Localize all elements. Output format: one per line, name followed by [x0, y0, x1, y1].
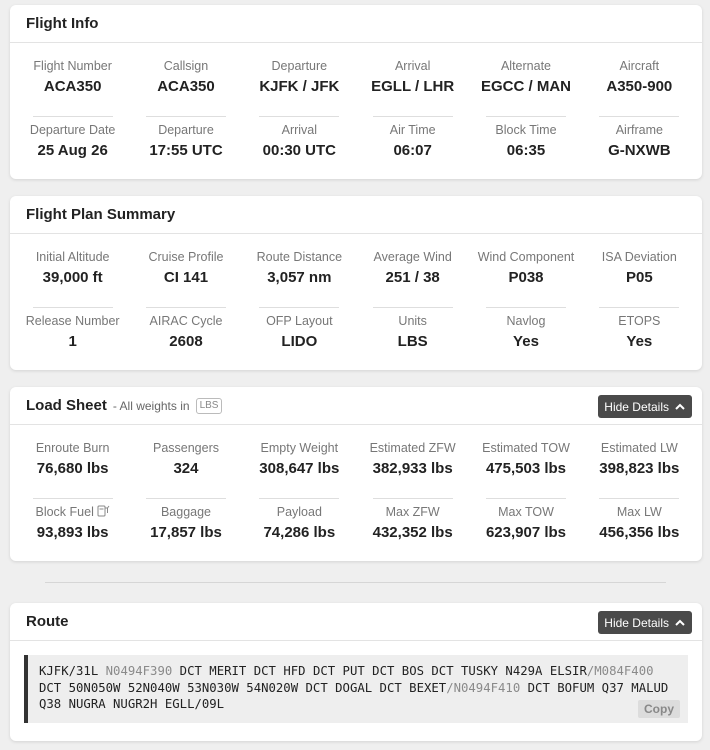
stat-value: 432,352 lbs — [372, 524, 453, 541]
stat-label-text: Payload — [276, 505, 322, 519]
stat-value: 382,933 lbs — [372, 460, 453, 477]
stat-label-text: Air Time — [389, 123, 436, 137]
stat-value: 3,057 nm — [267, 269, 332, 286]
stat-value: 25 Aug 26 — [37, 142, 108, 159]
flight-info-title: Flight Info — [26, 15, 99, 32]
stat-value: 17,857 lbs — [150, 524, 222, 541]
stat-baggage — [129, 499, 242, 563]
stat-value: P05 — [625, 269, 653, 286]
stat-value: 74,286 lbs — [263, 524, 336, 541]
stat-block-fuel — [16, 499, 129, 563]
route-segment: KJFK/31L — [39, 664, 106, 678]
route-card — [10, 603, 702, 741]
stat-value: 39,000 ft — [42, 269, 103, 286]
stat-label — [583, 121, 696, 139]
stat-label — [356, 503, 469, 521]
stat-label-text: Arrival — [281, 123, 318, 137]
stat-label-text: Route Distance — [256, 250, 343, 264]
stat-label — [583, 248, 696, 266]
route-title: Route — [26, 613, 69, 630]
stat-departure — [129, 117, 242, 181]
stat-label-text: Cruise Profile — [148, 250, 224, 264]
stat-passengers — [129, 435, 242, 499]
stat-route-distance — [243, 244, 356, 308]
stat-label — [129, 121, 242, 139]
load-sheet-header — [10, 387, 702, 425]
stat-label-text: Max ZFW — [385, 505, 440, 519]
chevron-up-icon — [674, 401, 686, 413]
route-speed-level: /M084F400 — [586, 664, 654, 678]
stat-label-text: Max TOW — [498, 505, 554, 519]
stat-label — [243, 57, 356, 75]
stat-label-text: Alternate — [500, 59, 551, 73]
stat-value: Yes — [626, 333, 653, 350]
stat-label — [16, 121, 129, 139]
stat-estimated-tow — [469, 435, 582, 499]
stat-label — [469, 121, 582, 139]
stat-units — [356, 308, 469, 372]
stat-label — [16, 248, 129, 266]
stat-label — [356, 57, 469, 75]
stat-label — [356, 121, 469, 139]
stat-label — [16, 439, 129, 457]
stat-label-text: Enroute Burn — [35, 441, 110, 455]
stat-estimated-zfw — [356, 435, 469, 499]
load-sheet-grid — [10, 425, 702, 563]
route-segment: DCT 50N050W 52N040W 53N030W 54N020W DCT DOGAL DCT BEXET — [39, 680, 447, 695]
stat-wind-component — [469, 244, 582, 308]
flight-info-grid — [10, 43, 702, 181]
stat-departure-date — [16, 117, 129, 181]
stat-value: LIDO — [281, 333, 318, 350]
stat-value: 76,680 lbs — [36, 460, 109, 477]
stat-label — [243, 439, 356, 457]
route-segment: DCT MERIT DCT HFD DCT PUT DCT BOS DCT TUSKY N429A ELSIR — [172, 664, 587, 678]
stat-value: EGLL / LHR — [371, 78, 455, 95]
chevron-up-icon — [674, 617, 686, 629]
stat-label — [129, 248, 242, 266]
flight-plan-summary-grid — [10, 234, 702, 372]
stat-label-text: Passengers — [152, 441, 219, 455]
stat-label — [583, 503, 696, 521]
stat-etops — [583, 308, 696, 372]
fuel-pump-icon — [97, 505, 110, 517]
stat-label-text: Block Time — [495, 123, 557, 137]
stat-value: 06:35 — [506, 142, 546, 159]
stat-value: KJFK / JFK — [259, 78, 340, 95]
stat-label — [583, 439, 696, 457]
stat-label — [129, 57, 242, 75]
stat-release-number — [16, 308, 129, 372]
stat-label — [356, 312, 469, 330]
route-speed-level: /N0494F410 — [446, 680, 521, 695]
stat-value: G-NXWB — [608, 142, 671, 159]
route-hide-details-button[interactable] — [598, 611, 692, 634]
stat-cruise-profile — [129, 244, 242, 308]
route-header — [10, 603, 702, 641]
unit-badge: LBS — [196, 398, 223, 414]
stat-value: 00:30 UTC — [262, 142, 336, 159]
stat-label — [243, 248, 356, 266]
stat-label — [469, 312, 582, 330]
stat-max-tow — [469, 499, 582, 563]
stat-estimated-lw — [583, 435, 696, 499]
stat-label-text: Initial Altitude — [35, 250, 110, 264]
stat-value: 251 / 38 — [385, 269, 440, 286]
stat-average-wind — [356, 244, 469, 308]
stat-label-text: Units — [398, 314, 427, 328]
stat-value: 475,503 lbs — [485, 460, 567, 477]
stat-arrival — [243, 117, 356, 181]
stat-label — [243, 503, 356, 521]
stat-label — [469, 248, 582, 266]
stat-label-text: Baggage — [160, 505, 212, 519]
stat-value: P038 — [508, 269, 544, 286]
hide-details-label: Hide Details — [604, 399, 669, 414]
stat-arrival — [356, 53, 469, 117]
stat-max-lw — [583, 499, 696, 563]
stat-label — [469, 57, 582, 75]
stat-label — [129, 503, 242, 521]
stat-empty-weight — [243, 435, 356, 499]
stat-label — [16, 503, 129, 521]
stat-callsign — [129, 53, 242, 117]
stat-label — [16, 312, 129, 330]
stat-initial-altitude — [16, 244, 129, 308]
stat-label-text: AIRAC Cycle — [149, 314, 223, 328]
flight-plan-summary-header — [10, 196, 702, 234]
stat-label — [129, 312, 242, 330]
stat-label — [356, 439, 469, 457]
stat-enroute-burn — [16, 435, 129, 499]
flight-plan-summary-card — [10, 196, 702, 370]
stat-value: 308,647 lbs — [259, 460, 340, 477]
stat-label-text: ISA Deviation — [601, 250, 677, 264]
load-sheet-hide-details-button[interactable] — [598, 395, 692, 418]
stat-label-text: ETOPS — [618, 314, 661, 328]
stat-label-text: Callsign — [163, 59, 209, 73]
hide-details-label: Hide Details — [604, 615, 669, 630]
stat-label — [129, 439, 242, 457]
stat-value: 1 — [68, 333, 77, 350]
stat-label-text: Estimated LW — [600, 441, 678, 455]
load-sheet-subtitle-text: - All weights in — [112, 398, 190, 413]
stat-label-text: Max LW — [616, 505, 662, 519]
stat-label-text: Wind Component — [477, 250, 575, 264]
load-sheet-subtitle — [113, 398, 223, 414]
stat-value: ACA350 — [157, 78, 215, 95]
stat-label-text: Average Wind — [373, 250, 452, 264]
stat-label-text: Release Number — [25, 314, 120, 328]
flight-info-card — [10, 5, 702, 179]
stat-value: 17:55 UTC — [149, 142, 223, 159]
stat-label-text: Airframe — [615, 123, 663, 137]
stat-value: 2608 — [169, 333, 203, 350]
stat-label-text: Departure Date — [29, 123, 116, 137]
stat-value: EGCC / MAN — [480, 78, 571, 95]
route-segment: DCT BOFUM Q37 MALUD Q38 NUGRA NUGR2H EGLL/09L — [39, 680, 669, 711]
stat-label-text: Departure — [271, 59, 328, 73]
stat-value: 93,893 lbs — [36, 524, 109, 541]
stat-label — [583, 57, 696, 75]
route-speed-level: N0494F390 — [105, 664, 173, 678]
stat-flight-number — [16, 53, 129, 117]
stat-label-text: Navlog — [506, 314, 546, 328]
stat-value: 623,907 lbs — [485, 524, 567, 541]
stat-label — [583, 312, 696, 330]
stat-value: 06:07 — [393, 142, 432, 159]
stat-value: 456,356 lbs — [599, 524, 680, 541]
stat-max-zfw — [356, 499, 469, 563]
flight-info-header — [10, 5, 702, 43]
section-divider — [45, 582, 666, 583]
stat-label-text: Block Fuel — [35, 505, 94, 519]
stat-label — [356, 248, 469, 266]
stat-value: CI 141 — [163, 269, 209, 286]
stat-label-text: Arrival — [394, 59, 431, 73]
stat-label — [243, 121, 356, 139]
stat-airframe — [583, 117, 696, 181]
stat-block-time — [469, 117, 582, 181]
stat-value: Yes — [513, 333, 539, 350]
stat-label-text: Estimated ZFW — [369, 441, 456, 455]
stat-payload — [243, 499, 356, 563]
stat-navlog — [469, 308, 582, 372]
route-string-box[interactable] — [24, 655, 688, 723]
stat-label — [16, 57, 129, 75]
load-sheet-title: Load Sheet — [26, 397, 107, 414]
stat-aircraft — [583, 53, 696, 117]
stat-label-text: Empty Weight — [260, 441, 339, 455]
stat-value: 324 — [173, 460, 199, 477]
stat-label — [469, 439, 582, 457]
stat-label-text: Departure — [158, 123, 214, 137]
stat-value: 398,823 lbs — [599, 460, 680, 477]
stat-value: LBS — [397, 333, 428, 350]
stat-air-time — [356, 117, 469, 181]
stat-value: ACA350 — [43, 78, 102, 95]
stat-label-text: Estimated TOW — [482, 441, 570, 455]
stat-label — [243, 312, 356, 330]
stat-value: A350-900 — [606, 78, 673, 95]
stat-ofp-layout — [243, 308, 356, 372]
stat-isa-deviation — [583, 244, 696, 308]
stat-label-text: Aircraft — [619, 59, 660, 73]
copy-button[interactable]: Copy — [638, 700, 680, 719]
flight-plan-summary-title: Flight Plan Summary — [26, 206, 176, 223]
load-sheet-card — [10, 387, 702, 561]
stat-label — [469, 503, 582, 521]
stat-airac-cycle — [129, 308, 242, 372]
stat-label-text: Flight Number — [33, 59, 112, 73]
stat-alternate — [469, 53, 582, 117]
stat-label-text: OFP Layout — [266, 314, 333, 328]
stat-departure — [243, 53, 356, 117]
